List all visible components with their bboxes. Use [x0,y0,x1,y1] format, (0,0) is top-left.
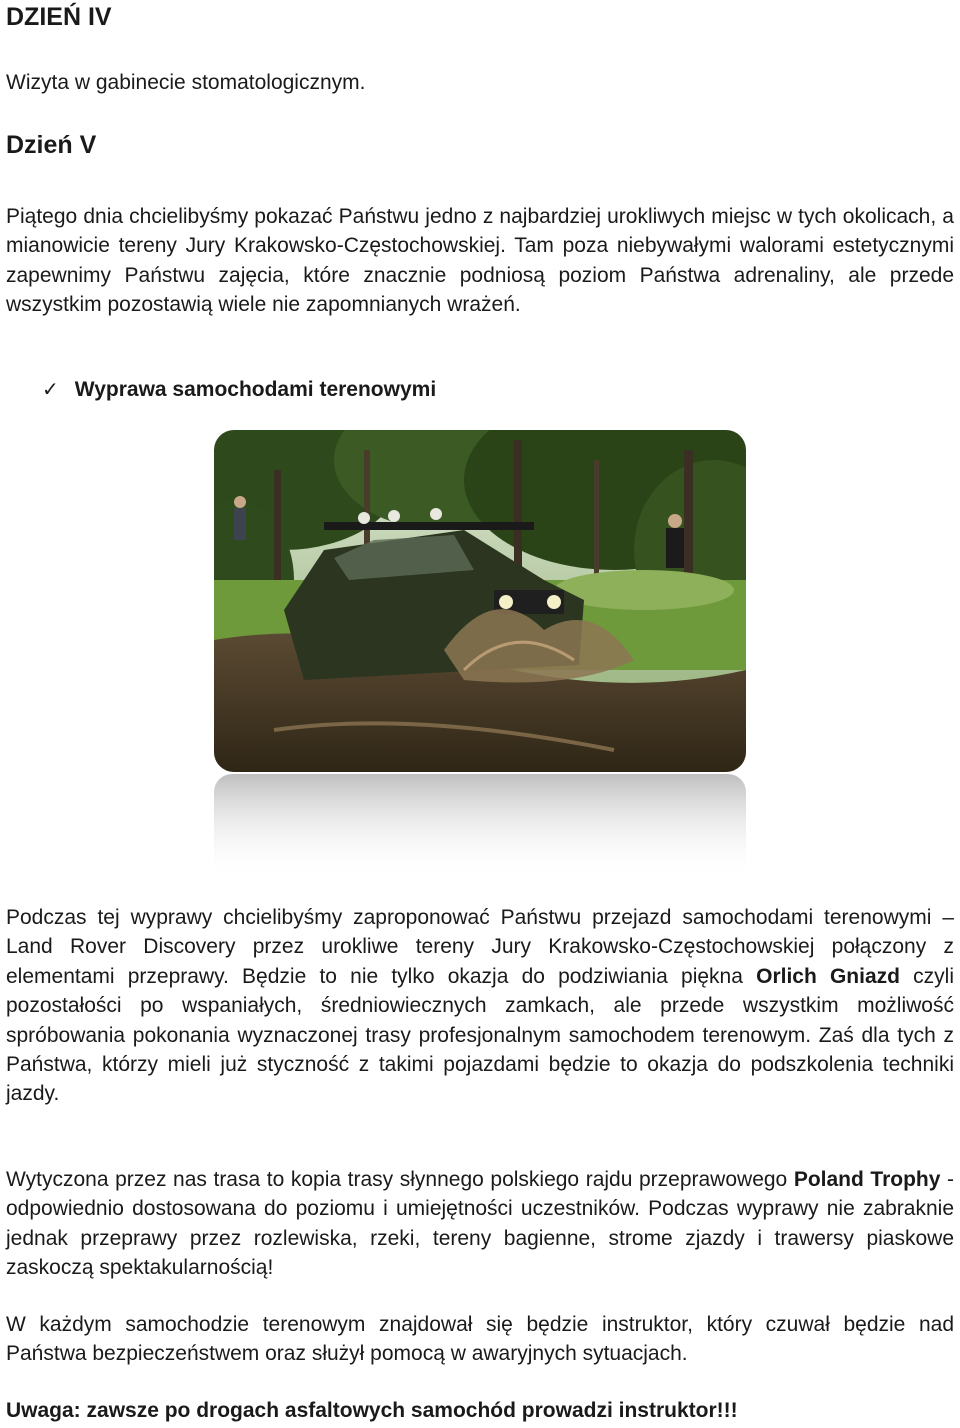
offroad-photo-block [214,430,746,880]
warning-note: Uwaga: zawsze po drogach asfaltowych samochód prowadzi instruktor!!! [6,1399,738,1422]
description-paragraph-2 [6,1165,954,1283]
offroad-vehicle-photo [214,430,746,772]
description-text: Podczas tej wyprawy chcielibyśmy zaproponować Państwu przejazd samochodami terenowymi – Land Rover Discovery przez urokliwe tereny Jury Krakowsko-Częstochowskiej połączony z elementami przeprawy. Będzie to nie tylko okazja do podziwiania piękna [6,906,954,988]
description-text: Wytyczona przez nas trasa to kopia trasy słynnego polskiego rajdu przeprawowego [6,1168,794,1191]
orlich-gniazd-label: Orlich Gniazd [756,964,900,988]
activity-title: Wyprawa samochodami terenowymi [74,378,437,401]
day4-title: DZIEŃ IV [6,3,112,31]
day5-title: Dzień V [6,131,97,159]
day5-intro: Piątego dnia chcielibyśmy pokazać Państwu jedno z najbardziej urokliwych miejsc w tych okolicach, a mianowicie tereny Jury Krakowsko-Częstochowskiej. Tam poza niebywałymi walorami estetycznymi zapewnimy Państwu zajęcia, które znacznie podniosą poziom Państwa adrenaliny, ale przede wszystkim pozostawią wiele nie zapomnianych wrażeń. [6,205,954,317]
description-text: - odpowiednio dostosowana do poziomu i umiejętności uczestników. Podczas wyprawy nie zabraknie jednak przeprawy przez rozlewiska, rzeki, tereny bagienne, strome zjazdy i trawersy piaskowe zaskoczą spektakularnością! [6,1168,955,1280]
photo-reflection [214,774,746,880]
description-paragraph-3: W każdym samochodzie terenowym znajdował się będzie instruktor, który czuwał będzie nad Państwa bezpieczeństwem oraz służył pomocą w awaryjnych sytuacjach. [6,1313,954,1366]
description-paragraph-1 [6,903,954,1109]
poland-trophy-label: Poland Trophy [793,1168,941,1191]
day4-text: Wizyta w gabinecie stomatologicznym. [6,71,366,94]
description-text: czyli pozostałości po wspaniałych, średniowiecznych zamkach, ale przede wszystkim możliwość spróbowania pokonania wyznaczonej trasy profesjonalnym samochodem terenowym. Zaś dla tych z Państwa, którzy mieli już styczność z takimi pojazdami będzie to okazja do podszkolenia techniki jazdy. [6,964,954,1106]
checkmark-icon: ✓ [42,379,59,401]
activity-heading [42,375,436,405]
